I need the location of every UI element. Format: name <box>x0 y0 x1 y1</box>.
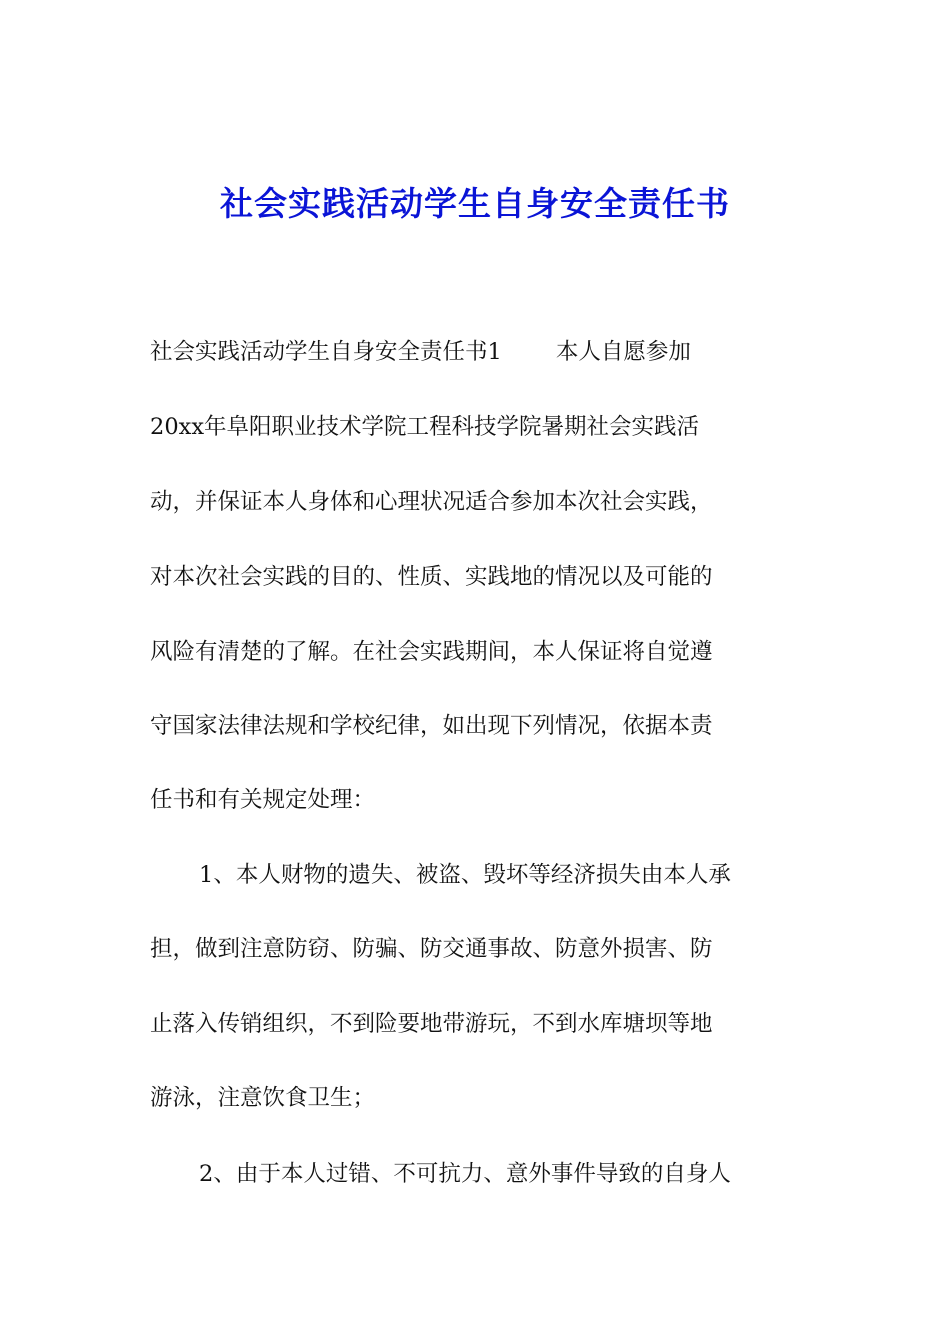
body-line-8: 1、本人财物的遗失、被盗、毁坏等经济损失由本人承 <box>199 862 731 888</box>
body-line-10: 止落入传销组织，不到险要地带游玩，不到水库塘坝等地 <box>150 1011 713 1037</box>
body-line-1 <box>150 335 691 369</box>
body-line-1-text: 本人自愿参加 <box>555 339 691 365</box>
body-line-4: 对本次社会实践的目的、性质、实践地的情况以及可能的 <box>150 564 713 590</box>
body-line-1-heading: 社会实践活动学生自身安全责任书1 <box>150 339 502 365</box>
body-line-3: 动，并保证本人身体和心理状况适合参加本次社会实践， <box>150 489 713 515</box>
body-line-6: 守国家法律法规和学校纪律，如出现下列情况，依据本责 <box>150 713 713 739</box>
body-line-5: 风险有清楚的了解。在社会实践期间，本人保证将自觉遵 <box>150 639 713 665</box>
body-line-12: 2、由于本人过错、不可抗力、意外事件导致的自身人 <box>199 1161 731 1187</box>
body-line-9: 担，做到注意防窃、防骗、防交通事故、防意外损害、防 <box>150 936 713 962</box>
body-line-11: 游泳，注意饮食卫生； <box>150 1085 376 1111</box>
body-line-2: 20xx年阜阳职业技术学院工程科技学院暑期社会实践活 <box>150 414 700 440</box>
body-line-7: 任书和有关规定处理： <box>150 787 376 813</box>
document-title: 社会实践活动学生自身安全责任书 <box>220 184 730 223</box>
